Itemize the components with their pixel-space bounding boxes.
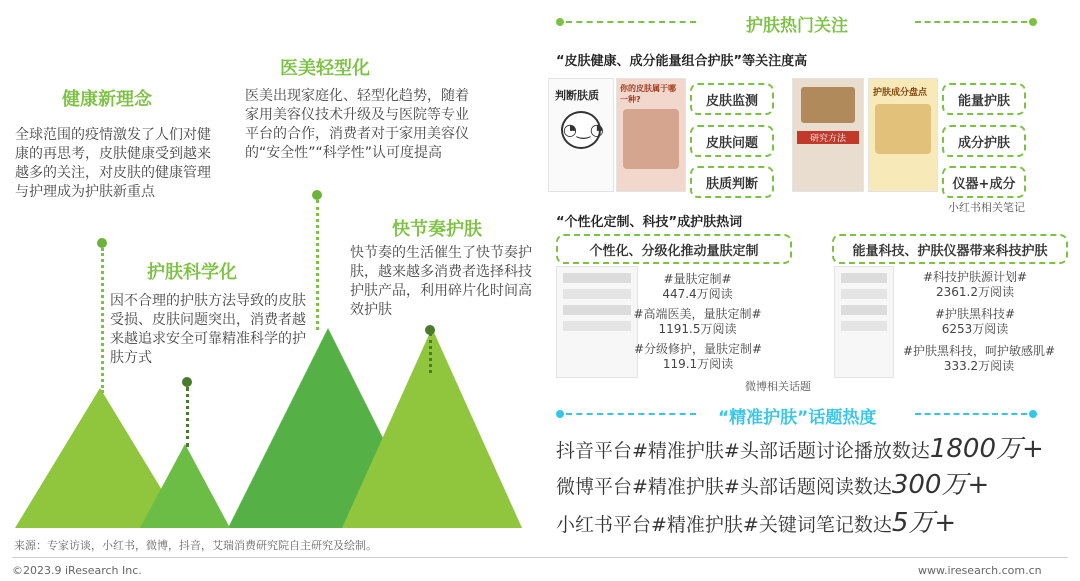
stat-right-3 bbox=[893, 344, 1065, 374]
section1-title: 护肤热门关注 bbox=[746, 16, 848, 36]
stat-left-1-tag: #量肤定制# bbox=[663, 272, 732, 286]
stem-3 bbox=[186, 387, 189, 447]
stat-left-2 bbox=[625, 307, 770, 337]
sec2-right-dot bbox=[1029, 410, 1037, 418]
mountain-3 bbox=[342, 328, 522, 528]
screenshot-ingredients bbox=[868, 78, 938, 192]
stat-right-1-reads: 2361.2万阅读 bbox=[936, 285, 1014, 299]
tag-energy-care: 能量护肤 bbox=[942, 83, 1026, 115]
box-customization: 个性化、分级化推动量肤定制 bbox=[556, 234, 792, 264]
stem-4-dot bbox=[425, 325, 435, 335]
shot-c-caption: 研究方法 bbox=[797, 131, 859, 144]
big-line-weibo-text: 微博平台#精准护肤#头部话题阅读数达 bbox=[556, 476, 892, 498]
stat-right-3-tag: #护肤黑科技，呵护敏感肌# bbox=[902, 344, 1056, 358]
tag-skin-type: 肤质判断 bbox=[690, 166, 774, 198]
big-line-xhs-text: 小红书平台#精准护肤#关键词笔记数达 bbox=[556, 514, 892, 536]
stat-right-3-reads: 333.2万阅读 bbox=[943, 359, 1015, 373]
tag-device-ingredient: 仪器+成分 bbox=[942, 166, 1026, 198]
headline1: “皮肤健康、成分能量组合护肤”等关注度高 bbox=[556, 54, 808, 69]
stat-left-3-reads: 119.1万阅读 bbox=[662, 357, 734, 371]
tag-ingredient-care: 成分护肤 bbox=[942, 125, 1026, 157]
c1-text: 全球范围的疫情激发了人们对健康的再思考，皮肤健康受到越来越多的关注，对皮肤的健康管理与护理成为护肤新重点 bbox=[15, 127, 211, 200]
stat-left-1 bbox=[640, 272, 755, 302]
stat-left-3-tag: #分级修护，量肤定制# bbox=[633, 342, 763, 356]
shot-d-caption: 护肤成分盘点 bbox=[873, 88, 928, 98]
c1-title: 健康新理念 bbox=[62, 89, 152, 110]
tag-skin-problem: 皮肤问题 bbox=[690, 125, 774, 157]
face-icon: ◔‿◔ bbox=[561, 111, 601, 149]
c2-title: 医美轻型化 bbox=[280, 58, 370, 79]
footer-divider bbox=[12, 557, 1068, 558]
c3-text: 因不合理的护肤方法导致的皮肤受损、皮肤问题突出，消费者越来越追求安全可靠精准科学的护肤方式 bbox=[110, 293, 306, 366]
source-note: 来源：专家访谈，小红书，微博，抖音，艾瑞消费研究院自主研究及绘制。 bbox=[14, 539, 377, 552]
big-line-douyin bbox=[556, 428, 1044, 465]
box-tech-care: 能量科技、护肤仪器带来科技护肤 bbox=[832, 234, 1068, 264]
stat-left-1-reads: 447.4万阅读 bbox=[662, 287, 733, 301]
big-line-douyin-text: 抖音平台#精准护肤#头部话题讨论播放数达 bbox=[556, 440, 930, 462]
sec2-left-line bbox=[566, 413, 696, 415]
sec1-left-line bbox=[566, 21, 696, 23]
sec2-left-dot bbox=[556, 410, 564, 418]
shot-a-caption: 判断肤质 bbox=[555, 89, 599, 102]
big-line-xhs bbox=[556, 502, 956, 539]
big-line-weibo-num: 300万+ bbox=[891, 470, 990, 500]
big-line-douyin-num: 1800万+ bbox=[929, 434, 1044, 464]
sec2-right-line bbox=[915, 413, 1027, 415]
big-line-weibo bbox=[556, 464, 989, 501]
weibo-note: 微博相关话题 bbox=[745, 380, 811, 393]
section2-title: “精准护肤”话题热度 bbox=[718, 408, 877, 428]
stat-left-2-reads: 1191.5万阅读 bbox=[658, 322, 737, 336]
stat-right-1 bbox=[900, 270, 1050, 300]
stat-right-2-reads: 6253万阅读 bbox=[941, 322, 1009, 336]
stat-right-1-tag: #科技护肤源计划# bbox=[922, 270, 1028, 284]
weibo-shot-right bbox=[834, 266, 894, 378]
c2-text: 医美出现家庭化、轻型化趋势，随着家用美容仪技术升级及与医院等专业平台的合作，消费者对于家用美容仪的“安全性”“科学性”认可度提高 bbox=[245, 88, 469, 161]
c4-text: 快节奏的生活催生了快节奏护肤，越来越多消费者选择科技护肤产品，利用碎片化时间高效护肤 bbox=[350, 245, 532, 318]
shot-b-caption: 你的皮肤属于哪一种? bbox=[620, 84, 676, 104]
sec1-left-dot bbox=[556, 18, 564, 26]
stat-right-2-tag: #护肤黑科技# bbox=[934, 307, 1016, 321]
tag-skin-monitor: 皮肤监测 bbox=[690, 83, 774, 115]
stem-2-dot bbox=[312, 190, 322, 200]
c3-title: 护肤科学化 bbox=[147, 262, 237, 283]
stem-1-dot bbox=[97, 238, 107, 248]
face-photo bbox=[623, 109, 679, 169]
stem-3-dot bbox=[182, 377, 192, 387]
big-line-xhs-num: 5万+ bbox=[891, 508, 957, 538]
stem-1 bbox=[101, 248, 104, 393]
stem-4 bbox=[429, 333, 432, 373]
stat-left-2-tag: #高端医美，量肤定制# bbox=[633, 307, 762, 321]
ingredients-image bbox=[875, 104, 931, 154]
c4-title: 快节奏护肤 bbox=[392, 219, 482, 240]
sec1-right-dot bbox=[1029, 18, 1037, 26]
stat-right-2 bbox=[915, 307, 1035, 337]
screenshot-skin-type bbox=[548, 78, 614, 192]
screenshot-skin-quiz bbox=[616, 78, 686, 192]
mountain-4 bbox=[140, 444, 230, 528]
xhs-note: 小红书相关笔记 bbox=[948, 201, 1025, 214]
website: www.iresearch.com.cn bbox=[918, 564, 1042, 577]
screenshot-research bbox=[792, 78, 864, 192]
stat-left-3 bbox=[618, 342, 778, 372]
copyright: ©2023.9 iResearch Inc. bbox=[12, 564, 142, 577]
stem-2 bbox=[316, 200, 319, 330]
headline2: “个性化定制、科技”成护肤热词 bbox=[556, 215, 743, 230]
sec1-right-line bbox=[915, 21, 1027, 23]
bottles-image bbox=[801, 87, 855, 123]
